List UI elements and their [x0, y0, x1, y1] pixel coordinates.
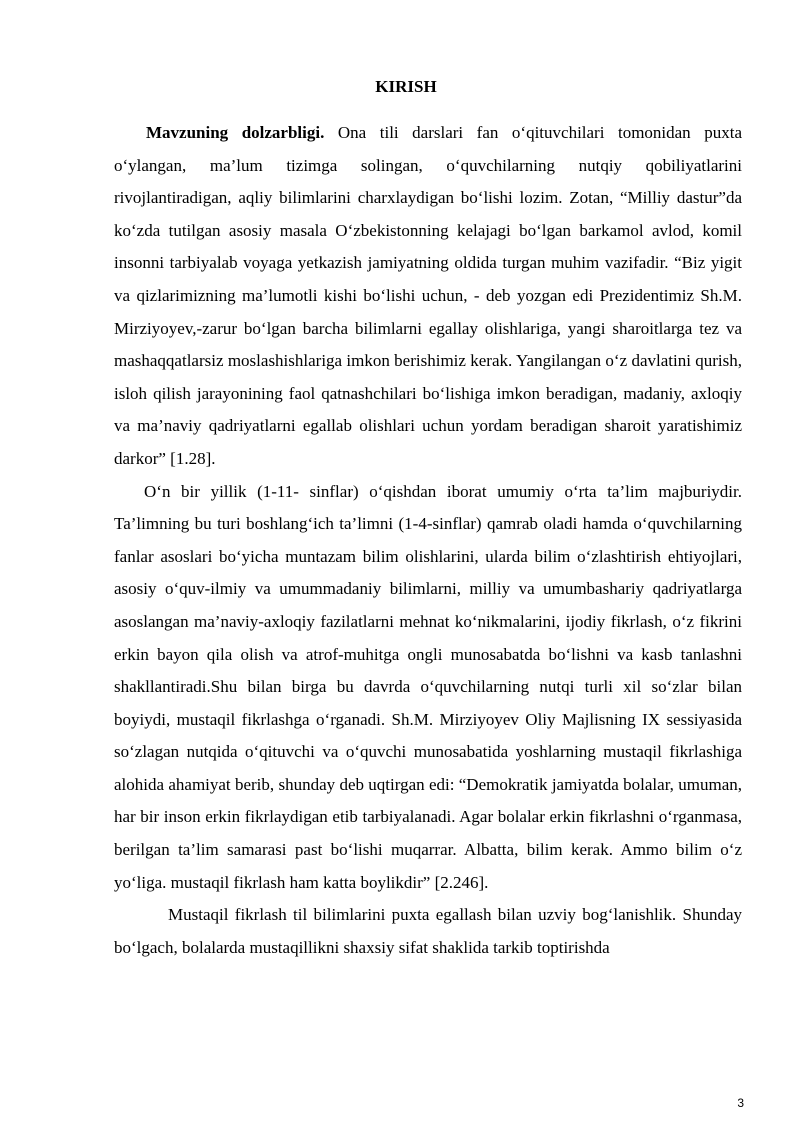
page-number: 3 — [737, 1096, 744, 1110]
page-title: KIRISH — [375, 77, 437, 96]
paragraph-education: O‘n bir yillik (1-11- sinflar) o‘qishdan iborat umumiy o‘rta ta’lim majburiydir. Ta’limning bu turi boshlang‘ich ta’limni (1-4-sinflar) qamrab oladi hamda o‘quvchilarning fanlar asoslari bo‘yicha muntazam bilim olishlarini, ularda bilim o‘zlashtirish ehtiyojlari, asosiy o‘quv-ilmiy va umummadaniy bilimlarni, milliy va umumbashariy qadriyatlarga asoslangan ma’naviy-axloqiy fazilatlarni mehnat ko‘nikmalarini, ijodiy fikrlash, o‘z fikrini erkin bayon qila olish va atrof-muhitga ongli munosabatda bo‘lishni va kasb tanlashni shakllantiradi.Shu bilan birga bu davrda o‘quvchilarning nutqi turli xil so‘zlar bilan boyiydi, mustaqil fikrlashga o‘rganadi. Sh.M. Mirziyoyev Oliy Majlisning IX sessiyasida so‘zlagan nutqida o‘qituvchi va o‘quvchi munosabatida yoshlarning mustaqil fikrlashiga alohida ahamiyat berib, shunday deb uqtirgan edi: “Demokratik jamiyatda bolalar, umuman, har bir inson erkin fikrlaydigan etib tarbiyalanadi. Agar bolalar erkin fikrlashni o‘rganmasa, berilgan ta’lim samarasi past bo‘lishi muqarrar. Albatta, bilim kerak. Ammo bilim o‘z yo‘liga. mustaqil fikrlash ham katta boylikdir” [2.246]. — [114, 481, 742, 892]
body-text — [114, 117, 742, 964]
paragraph-lead: Mavzuning dolzarbligi. — [146, 123, 325, 142]
paragraph-relevance — [114, 117, 742, 476]
paragraph-independent-thinking: Mustaqil fikrlash til bilimlarini puxta egallash bilan uzviy bog‘lanishlik. Shunday bo‘lgach, bolalarda mustaqillikni shaxsiy sifat shaklida tarkib toptirishda — [114, 905, 742, 957]
paragraph-text: Ona tili darslari fan o‘qituvchilari tomonidan puxta o‘ylangan, ma’lum tizimga solingan, o‘quvchilarning nutqiy qobiliyatlarini rivojlantiradigan, aqliy bilimlarini charxlaydigan bo‘lishi lozim. Zotan, “Milliy dastur”da ko‘zda tutilgan asosiy masala O‘zbekistonning kelajagi bo‘lgan barkamol avlod, komil insonni tarbiyalab voyaga yetkazish jamiyatning oldida turgan muhim vazifadir. “Biz yigit va qizlarimizning ma’lumotli kishi bo‘lishi uchun, - deb yozgan edi Prezidentimiz Sh.M. Mirziyoyev,-zarur bo‘lgan barcha bilimlarni egallay olishlariga, yangi sharoitlarga tez va mashaqqatlarsiz moslashishlariga imkon berishimiz kerak. Yangilangan o‘z davlatini qurish, isloh qilish jarayonining faol qatnashchilari bo‘lishiga imkon beradigan, madaniy, axloqiy va ma’naviy qadriyatlarni egallab olishlari uchun yordam beradigan sharoit yaratishimiz darkor” [1.28]. — [114, 123, 742, 468]
